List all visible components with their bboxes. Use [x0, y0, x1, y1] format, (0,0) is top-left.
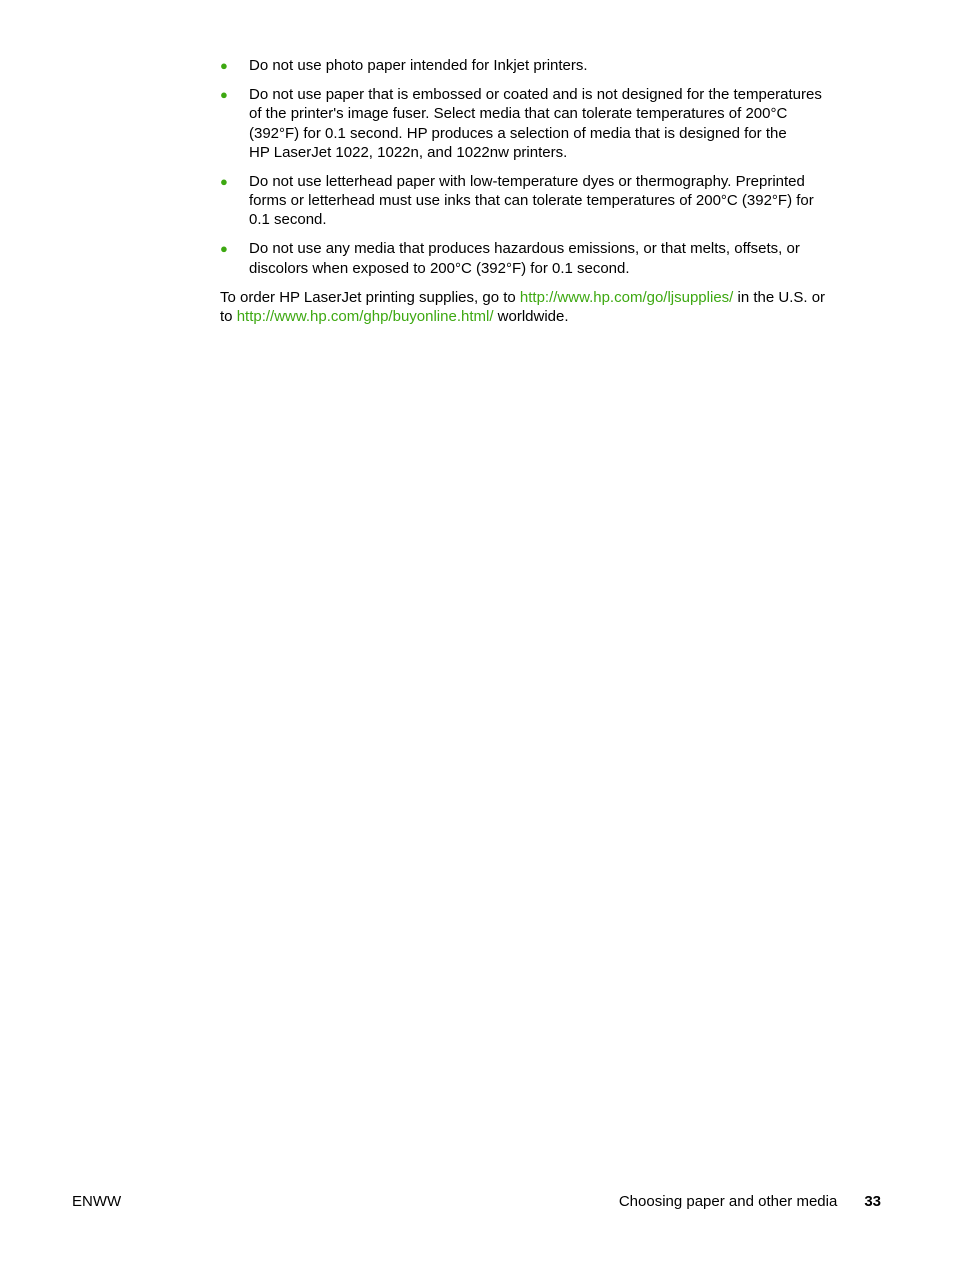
order-text-to: to [220, 308, 237, 326]
bullet-icon: ● [220, 86, 228, 102]
list-item [220, 239, 880, 278]
list-item-text: Do not use photo paper intended for Inkjet printers. [249, 57, 588, 74]
list-item-text: 0.1 second. [249, 211, 327, 229]
page-body [220, 56, 880, 327]
list-item-text: Do not use any media that produces hazardous emissions, or that melts, offsets, or [249, 240, 800, 258]
media-guidelines-list [220, 56, 880, 278]
order-supplies-paragraph [220, 288, 880, 327]
list-item-text: Do not use letterhead paper with low-temperature dyes or thermography. Preprinted [249, 172, 805, 190]
footer-doc-code: ENWW [72, 1193, 122, 1210]
page-footer [72, 1192, 881, 1212]
list-item-text: Do not use paper that is embossed or coated and is not designed for the temperatures [249, 85, 822, 103]
list-item [220, 56, 880, 75]
order-text-worldwide: worldwide. [493, 308, 569, 326]
list-item-text: HP LaserJet 1022, 1022n, and 1022nw printers. [249, 143, 568, 161]
bullet-icon: ● [220, 241, 228, 257]
order-text-intro: To order HP LaserJet printing supplies, go to [220, 288, 520, 306]
list-item-text: forms or letterhead must use inks that can tolerate temperatures of 200°C (392°F) for [249, 192, 814, 210]
bullet-icon: ● [220, 58, 228, 73]
footer-section-title: Choosing paper and other media [618, 1193, 838, 1210]
ljsupplies-link[interactable]: http://www.hp.com/go/ljsupplies/ [519, 288, 734, 306]
list-item [220, 85, 880, 162]
list-item-text: (392°F) for 0.1 second. HP produces a selection of media that is designed for the [249, 124, 787, 142]
bullet-icon: ● [220, 173, 228, 189]
buyonline-link[interactable]: http://www.hp.com/ghp/buyonline.html/ [236, 308, 494, 326]
list-item-text: of the printer's image fuser. Select media that can tolerate temperatures of 200°C [249, 105, 788, 123]
list-item [220, 172, 880, 230]
order-text-us: in the U.S. or [733, 288, 826, 306]
page-number: 33 [864, 1193, 881, 1210]
footer-right [619, 1192, 881, 1212]
list-item-text: discolors when exposed to 200°C (392°F) for 0.1 second. [249, 259, 630, 277]
